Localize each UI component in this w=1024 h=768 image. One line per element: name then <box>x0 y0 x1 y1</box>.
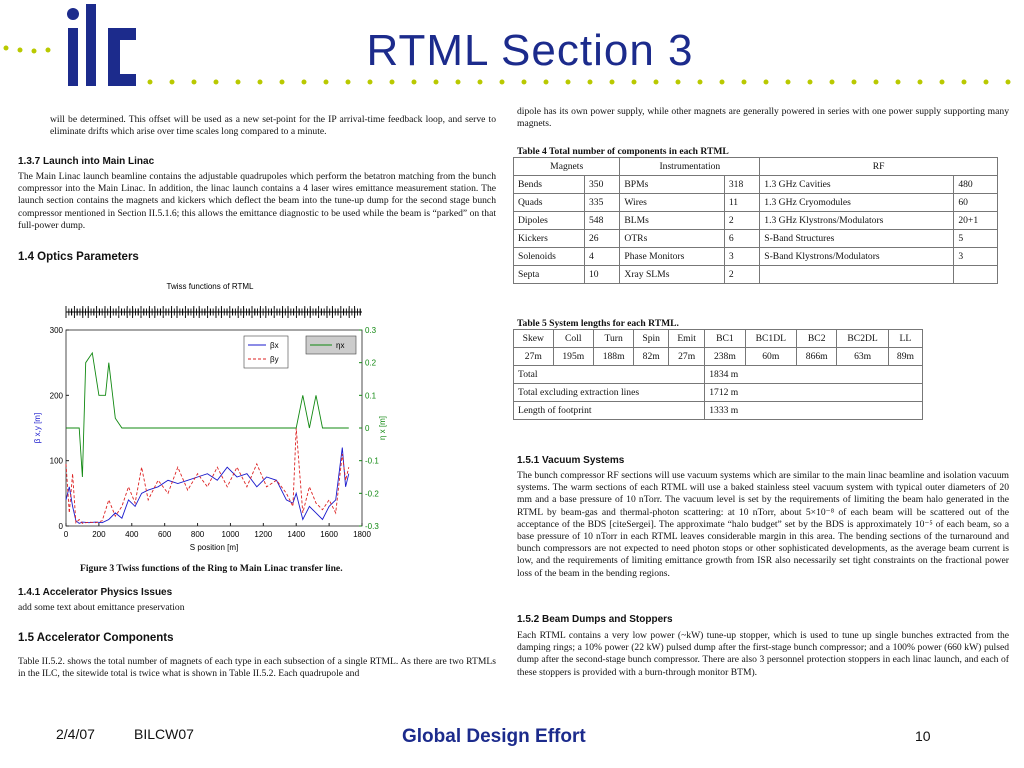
table-row <box>514 384 923 402</box>
x-tick-label: 400 <box>125 530 139 539</box>
table-header-cell: BC1DL <box>745 330 796 348</box>
table-cell <box>954 266 998 284</box>
table-header-cell: LL <box>888 330 922 348</box>
legend-item-betay: βy <box>270 355 279 364</box>
section-1-5-1-heading: 1.5.1 Vacuum Systems <box>517 455 625 466</box>
figure-caption: Figure 3 Twiss functions of the Ring to Main Linac transfer line. <box>80 563 343 574</box>
table-cell: Septa <box>514 266 585 284</box>
table-header-row <box>514 330 923 348</box>
table-cell: 60 <box>954 194 998 212</box>
twiss-chart <box>30 278 398 554</box>
section-1-5-text: Table II.5.2. shows the total number of magnets of each type in each subsection of a single RTML. As there are two RTMLs in the ILC, the sitewide total is twice what is shown in Table II.5.2. Each quadrupole and <box>18 656 496 680</box>
table-cell: 89m <box>888 348 922 366</box>
table-cell: 26 <box>584 230 619 248</box>
table-cell: 6 <box>724 230 759 248</box>
table-row <box>514 176 998 194</box>
table-cell: 3 <box>724 248 759 266</box>
table-cell: 1712 m <box>705 384 923 402</box>
table-cell: Dipoles <box>514 212 585 230</box>
table-header-cell: BC1 <box>705 330 745 348</box>
table-cell: 5 <box>954 230 998 248</box>
table-cell: Kickers <box>514 230 585 248</box>
table-cell: Total excluding extraction lines <box>514 384 705 402</box>
footer-event: BILCW07 <box>134 726 194 742</box>
table-cell: 335 <box>584 194 619 212</box>
table-cell <box>760 266 954 284</box>
table-cell: 1834 m <box>705 366 923 384</box>
components-table <box>513 157 998 284</box>
section-1-4-1-heading: 1.4.1 Accelerator Physics Issues <box>18 587 173 598</box>
right-intro: dipole has its own power supply, while other magnets are generally powered in series with one power supply supporting many magnets. <box>517 106 1009 130</box>
section-1-4-heading: 1.4 Optics Parameters <box>18 251 139 263</box>
table-cell: S-Band Structures <box>760 230 954 248</box>
table-cell: 82m <box>634 348 669 366</box>
section-1-3-7-text: The Main Linac launch beamline contains the adjustable quadrupoles which perform the betatron matching from the bunch compressor into the Main Linac. In addition, the linac launch contains a 4 laser wires emittance measurement station. The launch section contains the magnets and kickers which deflect the beam into the tune-up dump for the second stage bunch compressor mentioned in Section II.5.1.6; this allows the emittance diagnostic to be used while the beam is “parked” on that full-power dump. <box>18 171 496 231</box>
table-cell: 195m <box>553 348 593 366</box>
footer-center: Global Design Effort <box>402 726 586 747</box>
table-cell: BPMs <box>620 176 724 194</box>
x-tick-label: 0 <box>63 530 69 539</box>
table-cell: 1.3 GHz Klystrons/Modulators <box>760 212 954 230</box>
table-cell: 866m <box>797 348 837 366</box>
section-1-5-2-text: Each RTML contains a very low power (~kW) tune-up stopper, which is used to tune up single bunches extracted from the damping rings; a 10% power (22 kW) pulsed dump after the first-stage bunch compressor; and a 100% power (660 kW) pulsed dump after the second-stage bunch compressor. There are also 3 personnel protection stoppers in each linac launch, and each of these stoppers is provided with a burn-through monitor BTM). <box>517 630 1009 678</box>
table-cell: 20+1 <box>954 212 998 230</box>
header-rf: RF <box>760 158 998 176</box>
table-cell: Length of footprint <box>514 402 705 420</box>
table-cell: 1.3 GHz Cryomodules <box>760 194 954 212</box>
table-cell: OTRs <box>620 230 724 248</box>
table-cell: 27m <box>669 348 705 366</box>
table-header-cell: Skew <box>514 330 554 348</box>
table-row <box>514 248 998 266</box>
y-tick-label-right: -0.2 <box>365 489 379 499</box>
header-instrumentation: Instrumentation <box>620 158 760 176</box>
section-1-4-1-text: add some text about emittance preservation <box>18 602 185 613</box>
table-cell: S-Band Klystrons/Modulators <box>760 248 954 266</box>
table-header-cell: Spin <box>634 330 669 348</box>
x-tick-label: 200 <box>92 530 106 539</box>
table-cell: Bends <box>514 176 585 194</box>
y-tick-label-right: 0.2 <box>365 358 377 368</box>
legend-item-betax: βx <box>270 341 279 350</box>
y-tick-label-left: 300 <box>49 326 63 335</box>
y-tick-label-right: 0.3 <box>365 326 377 335</box>
left-intro: will be determined. This offset will be used as a new set-point for the IP arrival-time feedback loop, and serve to eliminate drifts which arise over time scales long compared to a minute. <box>50 114 496 138</box>
table-cell: 318 <box>724 176 759 194</box>
y-tick-label-right: -0.1 <box>365 456 379 466</box>
x-tick-label: 1200 <box>254 530 273 539</box>
table-row <box>514 212 998 230</box>
table-cell: 63m <box>837 348 888 366</box>
x-tick-label: 1600 <box>320 530 339 539</box>
table-cell: 60m <box>745 348 796 366</box>
x-tick-label: 1800 <box>353 530 371 539</box>
x-tick-label: 1000 <box>221 530 240 539</box>
table-row <box>514 194 998 212</box>
table-cell: 188m <box>593 348 633 366</box>
header-magnets: Magnets <box>514 158 620 176</box>
y-tick-label-right: 0 <box>365 424 370 433</box>
y-tick-label-left: 200 <box>49 391 63 401</box>
slide-title: RTML Section 3 <box>366 26 694 75</box>
table-cell: Xray SLMs <box>620 266 724 284</box>
table4-caption: Table 4 Total number of components in each RTML <box>517 146 729 157</box>
x-tick-label: 600 <box>157 530 172 539</box>
table-cell: 27m <box>514 348 554 366</box>
y-tick-label-right: 0.1 <box>365 391 377 401</box>
table-cell: Total <box>514 366 705 384</box>
chart-title: Twiss functions of RTML <box>166 282 254 291</box>
table-cell: 1333 m <box>705 402 923 420</box>
table-cell: 548 <box>584 212 619 230</box>
table-row <box>514 366 923 384</box>
table-cell: 3 <box>954 248 998 266</box>
table-cell: Quads <box>514 194 585 212</box>
footer-date: 2/4/07 <box>56 726 95 742</box>
footer-page-number: 10 <box>915 728 931 744</box>
table-cell: Wires <box>620 194 724 212</box>
table-cell: 350 <box>584 176 619 194</box>
table-header-row <box>514 158 998 176</box>
y-tick-label-left: 100 <box>49 456 63 466</box>
ilc-logo <box>64 2 144 88</box>
table-row <box>514 402 923 420</box>
section-1-5-2-heading: 1.5.2 Beam Dumps and Stoppers <box>517 614 673 625</box>
table-cell: 1.3 GHz Cavities <box>760 176 954 194</box>
y-tick-label-right: -0.3 <box>365 522 379 531</box>
table-cell: 11 <box>724 194 759 212</box>
table-header-cell: Coll <box>553 330 593 348</box>
table-cell: 10 <box>584 266 619 284</box>
lengths-table <box>513 329 923 420</box>
table-cell: 480 <box>954 176 998 194</box>
y-axis-right-label: η x [m] <box>378 415 387 441</box>
table-row <box>514 230 998 248</box>
table-header-cell: BC2DL <box>837 330 888 348</box>
table-row <box>514 348 923 366</box>
table-cell: 2 <box>724 266 759 284</box>
legend-item-etax: ηx <box>336 341 345 350</box>
section-1-5-1-text: The bunch compressor RF sections will use vacuum systems which are similar to the main linac beamline and isolation vacuum systems. The warm sections of each RTML will use a baked stainless steel vacuum system with typical outer diameters of 20 mm and a base pressure of 10 nTorr. The vacuum level is set by the requirements of limiting the beam halo generated in the RTML by beam-gas and thermal-photon scattering: at 10 nTorr, about 5×10⁻⁸ of each beam will be scattered out of the acceptance of the BDS [citeSergei]. The approximate “halo budget” set by the BDS is approximately 10⁻⁵ of each beam, so a base pressure of 10 nTorr in each RTML leaves considerable margin in this area. The bending sections of the turnaround and bunch compressors are not expected to need photon stops or other sophisticated developments, as the average beam current is low, and the requirements of limiting emittance growth from ISR also necessarily set tight constraints on the fractional power loss of the beam in the bending regions. <box>517 470 1009 579</box>
table-cell: 4 <box>584 248 619 266</box>
table-cell: 238m <box>705 348 745 366</box>
table-cell: Solenoids <box>514 248 585 266</box>
table-cell: Phase Monitors <box>620 248 724 266</box>
table-header-cell: BC2 <box>797 330 837 348</box>
table-row <box>514 266 998 284</box>
table5-caption: Table 5 System lengths for each RTML. <box>517 318 679 329</box>
y-tick-label-left: 0 <box>58 522 63 531</box>
y-axis-left-label: β x,y [m] <box>33 412 42 444</box>
section-1-5-heading: 1.5 Accelerator Components <box>18 632 174 644</box>
table-header-cell: Emit <box>669 330 705 348</box>
x-axis-label: S position [m] <box>189 543 239 552</box>
table-cell: 2 <box>724 212 759 230</box>
legend-box-beta <box>244 336 288 368</box>
section-1-3-7-heading: 1.3.7 Launch into Main Linac <box>18 156 155 167</box>
table-cell: BLMs <box>620 212 724 230</box>
table-header-cell: Turn <box>593 330 633 348</box>
x-tick-label: 1400 <box>287 530 306 539</box>
x-tick-label: 800 <box>190 530 205 539</box>
lattice-strip <box>66 306 362 318</box>
